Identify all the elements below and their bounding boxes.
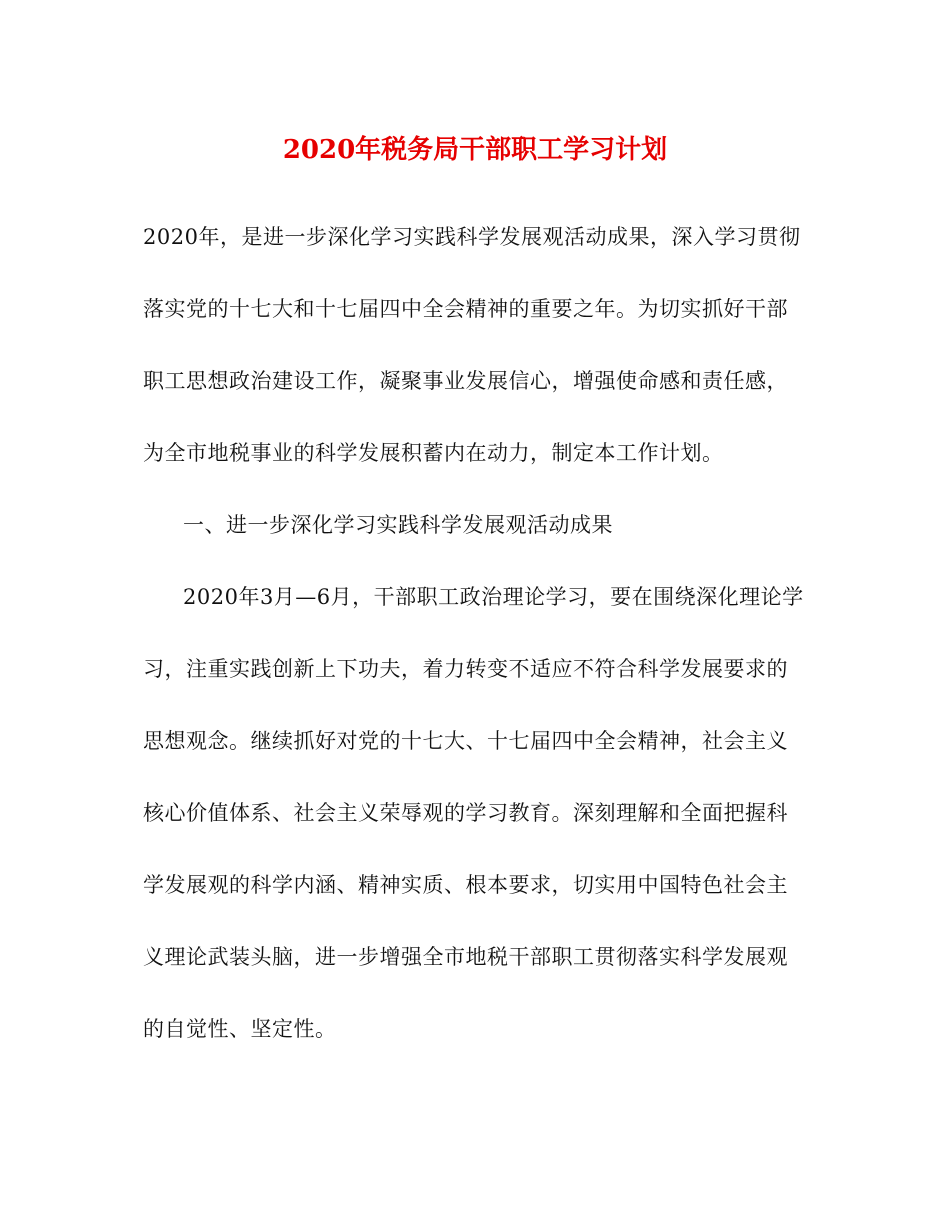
paragraph-line: 思想观念。继续抓好对党的十七大、十七届四中全会精神，社会主义 (143, 729, 788, 753)
paragraph-line: 落实党的十七大和十七届四中全会精神的重要之年。为切实抓好干部 (143, 297, 788, 321)
paragraph-line: 2020年，是进一步深化学习实践科学发展观活动成果，深入学习贯彻 (143, 225, 801, 249)
paragraph-line: 学发展观的科学内涵、精神实质、根本要求，切实用中国特色社会主 (143, 873, 788, 897)
document-title: 2020年税务局干部职工学习计划 (282, 135, 668, 165)
paragraph-line: 2020年3月—6月，干部职工政治理论学习，要在围绕深化理论学 (183, 585, 804, 609)
paragraph-line: 习，注重实践创新上下功夫，着力转变不适应不符合科学发展要求的 (143, 657, 788, 681)
paragraph-line: 的自觉性、坚定性。 (143, 1017, 337, 1041)
paragraph-line: 义理论武装头脑，进一步增强全市地税干部职工贯彻落实科学发展观 (143, 945, 788, 969)
paragraph-line: 职工思想政治建设工作，凝聚事业发展信心，增强使命感和责任感， (143, 369, 788, 393)
section-heading: 一、进一步深化学习实践科学发展观活动成果 (183, 513, 613, 537)
paragraph-line: 为全市地税事业的科学发展积蓄内在动力，制定本工作计划。 (143, 441, 724, 465)
paragraph-line: 核心价值体系、社会主义荣辱观的学习教育。深刻理解和全面把握科 (143, 801, 788, 825)
